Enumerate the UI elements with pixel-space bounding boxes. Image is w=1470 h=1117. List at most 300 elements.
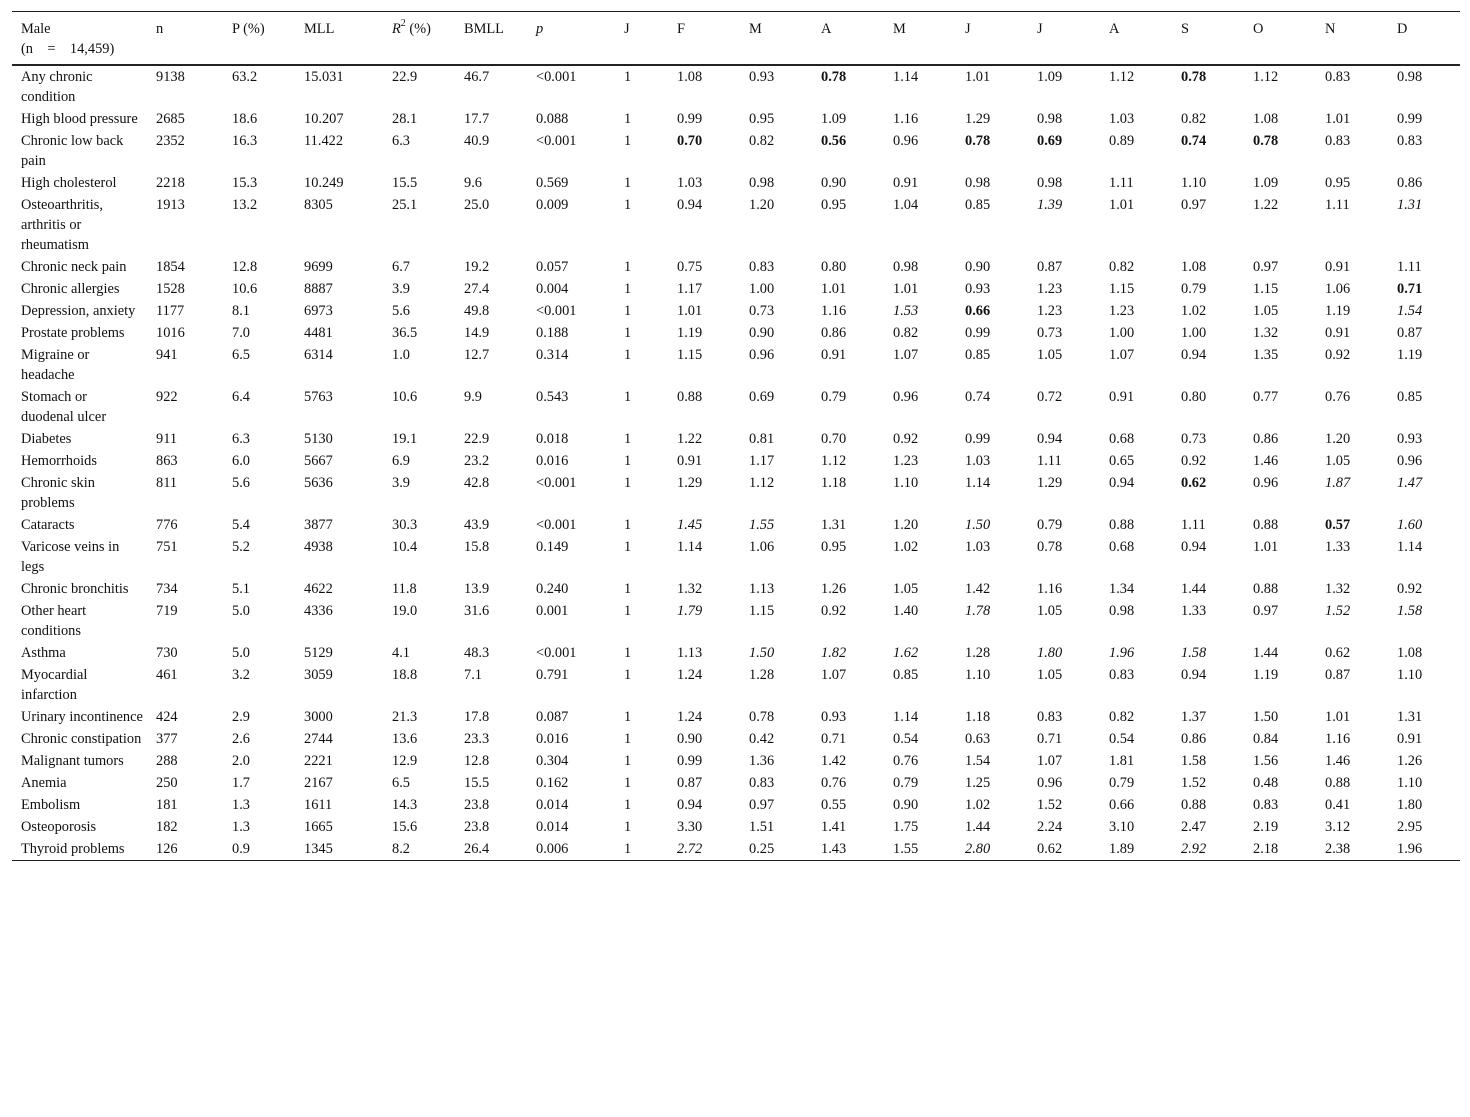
table-row [12,514,1460,536]
cell-n: 863 [156,453,178,469]
cell-bmll: 31.6 [464,603,490,619]
cell-month-apr: 1.12 [821,453,847,469]
cell-r2: 28.1 [392,111,418,127]
cell-month-sep: 2.47 [1181,819,1207,835]
cell-n: 811 [156,475,178,491]
table-row [12,816,1460,838]
cell-month-may: 0.85 [893,667,919,683]
cell-month-aug: 1.03 [1109,111,1135,127]
cell-bmll: 17.7 [464,111,490,127]
cell-month-mar: 1.00 [749,281,775,297]
data-table [12,11,1460,861]
cell-month-may: 1.14 [893,69,919,85]
cell-month-apr: 0.55 [821,797,847,813]
cell-month-dec: 0.91 [1397,731,1423,747]
cell-prevalence: 10.6 [232,281,258,297]
cell-month-apr: 0.90 [821,175,847,191]
table-row [12,536,1460,578]
table-row [12,344,1460,386]
cell-prevalence: 13.2 [232,197,258,213]
cell-prevalence: 18.6 [232,111,258,127]
cell-mll: 10.207 [304,111,344,127]
cell-month-sep: 0.94 [1181,347,1207,363]
cell-month-jan: 1 [624,453,632,469]
cell-month-feb: 0.94 [677,197,703,213]
cell-month-jun: 1.03 [965,453,991,469]
cell-month-oct: 0.88 [1253,581,1279,597]
cell-bmll: 26.4 [464,841,490,857]
cell-r2: 11.8 [392,581,417,597]
cell-month-sep: 0.94 [1181,539,1207,555]
cell-month-jan: 1 [624,797,632,813]
cell-month-apr: 0.71 [821,731,847,747]
cell-month-may: 1.02 [893,539,919,555]
cell-n: 922 [156,389,178,405]
cell-month-dec: 1.10 [1397,667,1423,683]
cell-p-value: <0.001 [536,645,577,661]
cell-month-jun: 1.25 [965,775,991,791]
cell-month-jan: 1 [624,603,632,619]
cell-month-dec: 1.47 [1397,475,1423,491]
cell-month-feb: 1.32 [677,581,703,597]
cell-prevalence: 63.2 [232,69,258,85]
cell-bmll: 23.2 [464,453,490,469]
cell-mll: 2167 [304,775,333,791]
cell-month-dec: 0.98 [1397,69,1423,85]
header-r2-superscript: 2 [400,18,406,30]
table-container [12,11,1460,861]
cell-month-jul: 0.79 [1037,517,1063,533]
cell-bmll: 40.9 [464,133,490,149]
cell-n: 911 [156,431,178,447]
table-row [12,172,1460,194]
cell-month-mar: 1.50 [749,645,775,661]
cell-month-feb: 0.70 [677,133,703,149]
cell-month-feb: 2.72 [677,841,703,857]
cell-month-jun: 0.66 [965,303,991,319]
cell-month-apr: 1.42 [821,753,847,769]
cell-month-dec: 1.08 [1397,645,1423,661]
cell-month-jul: 0.69 [1037,133,1063,149]
cell-prevalence: 6.0 [232,453,250,469]
cell-month-jun: 0.78 [965,133,991,149]
cell-month-jul: 1.39 [1037,197,1063,213]
cell-condition: Migraine or headache [21,347,90,383]
cell-month-dec: 0.85 [1397,389,1423,405]
cell-n: 1177 [156,303,185,319]
table-row [12,428,1460,450]
cell-month-may: 0.82 [893,325,919,341]
cell-month-sep: 0.94 [1181,667,1207,683]
cell-month-aug: 1.34 [1109,581,1135,597]
cell-month-oct: 1.05 [1253,303,1279,319]
cell-month-nov: 0.91 [1325,259,1351,275]
cell-mll: 3059 [304,667,333,683]
cell-condition: Osteoporosis [21,819,97,835]
cell-n: 424 [156,709,178,725]
cell-month-mar: 0.96 [749,347,775,363]
cell-condition: Chronic constipation [21,731,142,747]
header-mll: MLL [304,21,335,37]
cell-n: 250 [156,775,178,791]
cell-mll: 5129 [304,645,333,661]
cell-month-jan: 1 [624,197,632,213]
cell-bmll: 27.4 [464,281,490,297]
cell-r2: 21.3 [392,709,418,725]
cell-mll: 9699 [304,259,333,275]
cell-month-oct: 1.09 [1253,175,1279,191]
cell-month-feb: 1.13 [677,645,703,661]
header-month-apr: A [821,21,832,37]
cell-bmll: 43.9 [464,517,490,533]
cell-n: 730 [156,645,178,661]
cell-month-sep: 1.10 [1181,175,1207,191]
cell-p-value: 0.240 [536,581,569,597]
cell-month-sep: 1.58 [1181,753,1207,769]
cell-month-aug: 1.23 [1109,303,1135,319]
cell-month-may: 0.76 [893,753,919,769]
cell-r2: 6.7 [392,259,410,275]
cell-month-oct: 0.78 [1253,133,1279,149]
cell-month-may: 1.16 [893,111,919,127]
cell-month-nov: 1.01 [1325,111,1351,127]
cell-month-aug: 0.54 [1109,731,1135,747]
cell-month-feb: 1.19 [677,325,703,341]
cell-month-jul: 1.05 [1037,667,1063,683]
cell-month-jun: 0.93 [965,281,991,297]
cell-p-value: 0.087 [536,709,569,725]
cell-month-apr: 1.43 [821,841,847,857]
cell-p-value: <0.001 [536,475,577,491]
cell-month-nov: 3.12 [1325,819,1351,835]
cell-p-value: 0.791 [536,667,569,683]
cell-month-apr: 1.07 [821,667,847,683]
cell-month-mar: 1.20 [749,197,775,213]
cell-month-oct: 0.97 [1253,603,1279,619]
cell-mll: 4938 [304,539,333,555]
cell-month-jan: 1 [624,347,632,363]
cell-month-mar: 1.06 [749,539,775,555]
cell-r2: 19.1 [392,431,418,447]
cell-month-aug: 1.00 [1109,325,1135,341]
cell-month-nov: 0.76 [1325,389,1351,405]
cell-r2: 36.5 [392,325,418,341]
cell-month-aug: 0.94 [1109,475,1135,491]
cell-month-jun: 2.80 [965,841,991,857]
cell-month-sep: 1.00 [1181,325,1207,341]
table-row [12,728,1460,750]
cell-month-aug: 0.79 [1109,775,1135,791]
cell-month-aug: 1.11 [1109,175,1134,191]
table-row [12,794,1460,816]
cell-prevalence: 5.2 [232,539,250,555]
cell-month-may: 0.96 [893,389,919,405]
cell-prevalence: 0.9 [232,841,250,857]
cell-month-sep: 1.58 [1181,645,1207,661]
cell-month-feb: 0.88 [677,389,703,405]
cell-p-value: <0.001 [536,303,577,319]
cell-r2: 5.6 [392,303,410,319]
cell-month-jan: 1 [624,775,632,791]
table-row [12,108,1460,130]
cell-month-nov: 1.87 [1325,475,1351,491]
header-row [12,12,1460,66]
cell-bmll: 25.0 [464,197,490,213]
table-row [12,600,1460,642]
cell-bmll: 46.7 [464,69,490,85]
cell-r2: 15.6 [392,819,418,835]
cell-month-apr: 0.79 [821,389,847,405]
cell-month-oct: 0.83 [1253,797,1279,813]
cell-p-value: 0.057 [536,259,569,275]
cell-month-jan: 1 [624,581,632,597]
cell-p-value: 0.188 [536,325,569,341]
cell-mll: 5763 [304,389,333,405]
cell-condition: Malignant tumors [21,753,124,769]
cell-month-dec: 1.80 [1397,797,1423,813]
cell-mll: 5130 [304,431,333,447]
cell-prevalence: 16.3 [232,133,258,149]
cell-month-dec: 0.99 [1397,111,1423,127]
header-sample-size: (n = 14,459) [21,41,115,57]
cell-month-jul: 0.83 [1037,709,1063,725]
cell-month-mar: 0.69 [749,389,775,405]
cell-condition: High cholesterol [21,175,117,191]
cell-n: 1913 [156,197,185,213]
cell-p-value: 0.004 [536,281,569,297]
cell-month-jun: 0.63 [965,731,991,747]
cell-month-mar: 0.97 [749,797,775,813]
cell-r2: 13.6 [392,731,418,747]
cell-month-dec: 0.92 [1397,581,1423,597]
cell-condition: Hemorrhoids [21,453,97,469]
cell-p-value: 0.014 [536,797,569,813]
table-row [12,472,1460,514]
cell-month-jun: 0.99 [965,325,991,341]
cell-r2: 4.1 [392,645,410,661]
cell-bmll: 42.8 [464,475,490,491]
table-row [12,450,1460,472]
cell-month-jan: 1 [624,431,632,447]
header-r2 [383,12,455,66]
cell-month-dec: 1.19 [1397,347,1423,363]
cell-r2: 10.4 [392,539,418,555]
cell-month-oct: 1.12 [1253,69,1279,85]
cell-n: 1016 [156,325,185,341]
cell-month-nov: 0.83 [1325,133,1351,149]
cell-month-jun: 1.78 [965,603,991,619]
cell-month-feb: 0.87 [677,775,703,791]
cell-month-sep: 0.73 [1181,431,1207,447]
cell-month-may: 1.40 [893,603,919,619]
cell-month-oct: 1.32 [1253,325,1279,341]
table-row [12,750,1460,772]
cell-month-oct: 0.97 [1253,259,1279,275]
cell-month-oct: 1.08 [1253,111,1279,127]
table-row [12,194,1460,256]
table-row [12,300,1460,322]
table-row [12,65,1460,108]
cell-month-dec: 0.87 [1397,325,1423,341]
cell-month-apr: 1.18 [821,475,847,491]
cell-month-aug: 1.01 [1109,197,1135,213]
cell-month-jun: 0.98 [965,175,991,191]
cell-month-apr: 0.95 [821,197,847,213]
cell-month-jun: 0.90 [965,259,991,275]
header-month-nov: N [1325,21,1336,37]
cell-month-oct: 0.88 [1253,517,1279,533]
cell-month-dec: 2.95 [1397,819,1423,835]
cell-mll: 6314 [304,347,333,363]
cell-month-jun: 1.54 [965,753,991,769]
cell-prevalence: 6.3 [232,431,250,447]
cell-bmll: 23.3 [464,731,490,747]
cell-month-jul: 0.78 [1037,539,1063,555]
cell-p-value: <0.001 [536,69,577,85]
cell-month-mar: 0.42 [749,731,775,747]
cell-prevalence: 5.1 [232,581,250,597]
cell-month-sep: 1.44 [1181,581,1207,597]
cell-month-aug: 0.82 [1109,709,1135,725]
cell-condition: Asthma [21,645,66,661]
cell-p-value: 0.543 [536,389,569,405]
cell-month-nov: 1.06 [1325,281,1351,297]
cell-month-nov: 0.41 [1325,797,1351,813]
cell-prevalence: 5.6 [232,475,250,491]
cell-prevalence: 1.7 [232,775,250,791]
cell-p-value: <0.001 [536,517,577,533]
cell-p-value: 0.304 [536,753,569,769]
cell-p-value: 0.569 [536,175,569,191]
cell-month-jul: 1.80 [1037,645,1063,661]
cell-month-feb: 0.99 [677,753,703,769]
cell-month-dec: 1.14 [1397,539,1423,555]
cell-prevalence: 6.4 [232,389,250,405]
cell-month-mar: 0.82 [749,133,775,149]
cell-month-mar: 1.13 [749,581,775,597]
cell-month-oct: 0.77 [1253,389,1279,405]
cell-mll: 4622 [304,581,333,597]
cell-month-oct: 0.96 [1253,475,1279,491]
cell-month-feb: 0.75 [677,259,703,275]
cell-r2: 6.3 [392,133,410,149]
cell-month-oct: 1.15 [1253,281,1279,297]
cell-condition: Stomach or duodenal ulcer [21,389,107,425]
cell-prevalence: 1.3 [232,797,250,813]
cell-month-sep: 1.33 [1181,603,1207,619]
cell-month-oct: 0.84 [1253,731,1279,747]
cell-p-value: 0.009 [536,197,569,213]
cell-month-nov: 0.57 [1325,517,1351,533]
cell-month-sep: 0.79 [1181,281,1207,297]
cell-month-sep: 0.86 [1181,731,1207,747]
cell-month-sep: 0.88 [1181,797,1207,813]
cell-month-jun: 1.03 [965,539,991,555]
cell-month-jul: 0.96 [1037,775,1063,791]
cell-month-jan: 1 [624,645,632,661]
cell-mll: 1611 [304,797,333,813]
cell-mll: 5636 [304,475,333,491]
cell-condition: Chronic neck pain [21,259,127,275]
cell-condition: Chronic allergies [21,281,120,297]
header-month-aug: A [1109,21,1120,37]
cell-month-mar: 0.93 [749,69,775,85]
cell-month-may: 1.62 [893,645,919,661]
cell-condition: Osteoarthritis, arthritis or rheumatism [21,197,103,253]
cell-month-mar: 1.36 [749,753,775,769]
cell-p-value: 0.016 [536,453,569,469]
cell-prevalence: 2.6 [232,731,250,747]
cell-month-jul: 0.73 [1037,325,1063,341]
cell-month-jul: 1.05 [1037,347,1063,363]
cell-month-jul: 1.07 [1037,753,1063,769]
cell-month-nov: 0.92 [1325,347,1351,363]
cell-month-may: 0.91 [893,175,919,191]
cell-month-may: 1.01 [893,281,919,297]
cell-bmll: 14.9 [464,325,490,341]
cell-month-may: 1.23 [893,453,919,469]
header-month-jul: J [1037,21,1043,37]
cell-n: 1854 [156,259,185,275]
cell-month-jul: 0.98 [1037,175,1063,191]
cell-month-sep: 1.52 [1181,775,1207,791]
cell-month-dec: 1.11 [1397,259,1422,275]
cell-month-mar: 0.95 [749,111,775,127]
cell-month-nov: 1.20 [1325,431,1351,447]
cell-p-value: 0.314 [536,347,569,363]
cell-n: 288 [156,753,178,769]
table-row [12,322,1460,344]
cell-month-feb: 1.01 [677,303,703,319]
cell-mll: 2744 [304,731,333,747]
cell-month-aug: 3.10 [1109,819,1135,835]
cell-month-nov: 0.87 [1325,667,1351,683]
cell-n: 9138 [156,69,185,85]
cell-month-dec: 0.83 [1397,133,1423,149]
cell-month-oct: 1.22 [1253,197,1279,213]
header-month-dec: D [1397,21,1408,37]
cell-month-may: 1.55 [893,841,919,857]
cell-condition: Varicose veins in legs [21,539,120,575]
cell-month-feb: 1.22 [677,431,703,447]
cell-month-apr: 0.93 [821,709,847,725]
cell-month-apr: 0.92 [821,603,847,619]
cell-r2: 1.0 [392,347,410,363]
table-row [12,772,1460,794]
cell-bmll: 15.5 [464,775,490,791]
cell-mll: 5667 [304,453,333,469]
header-r2-suffix: (%) [405,21,431,37]
cell-month-feb: 1.14 [677,539,703,555]
cell-month-sep: 1.11 [1181,517,1206,533]
cell-month-jan: 1 [624,819,632,835]
cell-r2: 25.1 [392,197,418,213]
cell-month-jan: 1 [624,175,632,191]
cell-month-jan: 1 [624,539,632,555]
cell-month-feb: 1.24 [677,709,703,725]
header-p-value: p [536,21,544,37]
cell-condition: High blood pressure [21,111,138,127]
cell-month-jul: 0.62 [1037,841,1063,857]
cell-condition: Chronic bronchitis [21,581,129,597]
cell-month-jun: 1.29 [965,111,991,127]
table-row [12,838,1460,861]
cell-n: 751 [156,539,178,555]
cell-prevalence: 5.4 [232,517,250,533]
cell-condition: Diabetes [21,431,72,447]
cell-condition: Prostate problems [21,325,125,341]
cell-month-aug: 0.66 [1109,797,1135,813]
